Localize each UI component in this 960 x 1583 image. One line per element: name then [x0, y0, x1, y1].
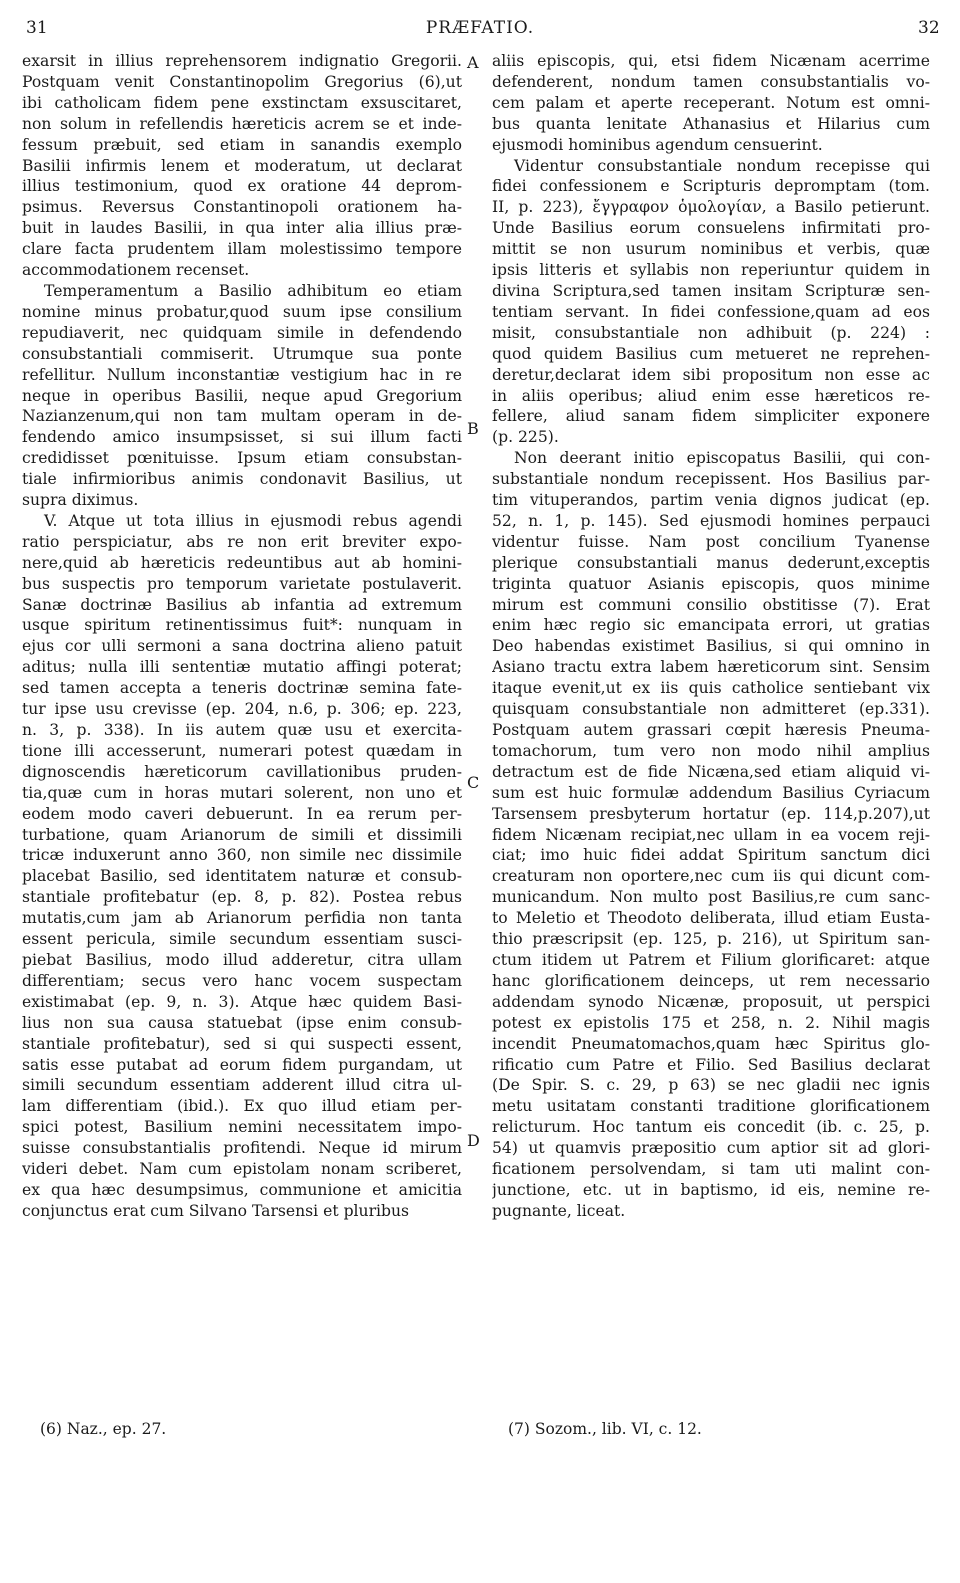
text-line: tur ipse usu crevisse (ep. 204, n.6, p. 306; ep. 223, [22, 700, 462, 719]
text-line: neque in operibus Basilii, neque apud Gregorium [22, 386, 462, 405]
text-line: sum est huic formulæ addendum Basilius Cyriacum [492, 783, 930, 802]
text-line: Non deerant initio episcopatus Basilii, qui con- [514, 449, 930, 468]
text-line: cem palam et aperte receperant. Notum est omni- [492, 93, 930, 112]
text-line: tim vituperandos, partim venia dignos judicat (ep. [492, 491, 930, 510]
text-line: differentiam; secus vero hanc vocem suspectam [22, 971, 462, 990]
text-line: ratio perspiciatur, abs re non erit breviter expo- [22, 532, 462, 551]
text-line: relicturum. Hoc tantum eis concedit (ib. c. 25, p. [492, 1118, 930, 1137]
text-line: pugnante, liceat. [492, 1201, 626, 1220]
text-line: ibi catholicam fidem pene exstinctam exsuscitaret, [22, 93, 462, 112]
text-line: refellitur. Nullum inconstantiæ vestigium hac in re [22, 365, 462, 384]
running-title: PRÆFATIO. [425, 18, 535, 38]
text-line: repudiaverit, nec quidquam simile in defendendo [22, 323, 462, 342]
text-line: quisquam consubstantiale non admitteret (ep.331). [492, 700, 930, 719]
text-line: (De Spir. S. c. 29, p 63) se nec gladii nec ignis [492, 1076, 930, 1095]
left-column [22, 51, 462, 1222]
text-line: enim hæc regio sic emancipata errori, ut gratias [492, 616, 930, 635]
text-line: Postquam venit Constantinopolim Gregorius (6),ut [22, 72, 462, 91]
text-line: videntur fuisse. Nam post concilium Tyanense [492, 532, 930, 551]
text-line: mutatis,cum jam ab Arianorum perfidia non tanta [22, 909, 462, 928]
text-line: substantiale nondum recepissent. Hos Basilius par- [492, 470, 930, 489]
text-line: tia,quæ cum in horas mutari solerent, non uno et [22, 783, 462, 802]
text-line: aditus; nulla illi sententiæ mutatio affingi poterat; [22, 658, 462, 677]
text-line: n. 3, p. 338). In iis autem quæ usu et exercita- [22, 721, 462, 739]
text-line: nomine minus probatur,quod suum ipse consilium [22, 302, 462, 321]
text-line: stantiale profitebatur), sed si qui suspecti essent, [22, 1034, 462, 1053]
text-line: placebat Basilio, sed identitatem naturæ et consub- [22, 867, 462, 886]
text-line: hanc glorificationem deinceps, ut rem necessario [492, 971, 930, 990]
text-line: tione illi accesserunt, numerari potest quædam in [22, 741, 462, 760]
text-line: non solum in refellendis hæreticis acrem se et inde- [22, 114, 462, 133]
margin-letter-d: D [467, 1131, 480, 1150]
text-line: rificatio cum Patre et Filio. Sed Basilius declarat [492, 1055, 930, 1074]
text-line: to Meletio et Theodoto deliberata, illud etiam Eusta- [492, 909, 930, 928]
text-line: (p. 225). [492, 428, 559, 447]
text-line: lius non sua causa statuebat (ipse enim consub- [22, 1013, 462, 1032]
footnote-6: (6) Naz., ep. 27. [40, 1420, 167, 1438]
text-line: Videntur consubstantiale nondum recepisse qui [514, 156, 930, 175]
text-line: addendam synodo Nicænæ, proposuit, ut perspici [492, 992, 930, 1011]
text-line: mirum est communi consilio obstitisse (7). Erat [492, 595, 930, 614]
text-line: Tarsensem presbyterum hortatur (ep. 114,p.207),ut [492, 804, 930, 823]
text-line: credidisset pœnituisse. Ipsum etiam consubstan- [22, 449, 462, 468]
text-line: turbatione, quam Arianorum de simili et dissimili [22, 825, 462, 844]
text-line: Basilii infirmis lenem et moderatum, ut declarat [22, 156, 462, 175]
text-line: municandum. Non multo post Basilius,re cum sanc- [492, 888, 930, 907]
text-line: Temperamentum a Basilio adhibitum eo etiam [44, 281, 462, 300]
text-line: supra diximus. [22, 491, 139, 510]
text-line: Deo habendas existimet Basilius, si qui omnino in [492, 637, 930, 656]
text-line: ctum itidem ut Patrem et Filium glorificaret: atque [492, 950, 930, 969]
text-line: ipsis litteris et syllabis non reperiuntur quidem in [492, 261, 930, 280]
text-line: triginta quatuor Asianis episcopis, quos minime [492, 574, 930, 593]
text-line: quod quidem Basilius cum metueret ne reprehen- [492, 344, 930, 363]
text-line: fidem Nicænam recipiat,nec ullam in ea vocem reji- [492, 825, 930, 844]
text-line: lam differentiam (ibid.). Ex quo illud etiam per- [22, 1097, 462, 1116]
text-line: simili secundum essentiam adderent illud citra ul- [22, 1076, 462, 1095]
text-line: videri debet. Nam cum epistolam nonam scriberet, [22, 1160, 462, 1179]
margin-letter-b: B [467, 419, 479, 438]
text-line: illius testimonium, quod ex oratione 44 deprom- [22, 177, 462, 196]
text-line: tomachorum, tum vero non modo nihil amplius [492, 741, 930, 760]
text-line: Sanæ doctrinæ Basilius ab infantia ad extremum [22, 595, 462, 614]
text-line: mittit se non usurum nominibus et verbis, quæ [492, 240, 930, 259]
text-line: dignoscendis hæreticorum cavillationibus pruden- [22, 762, 462, 781]
text-line: thio præscripsit (ep. 125, p. 216), ut Spiritum san- [492, 930, 930, 949]
text-line: 52, n. 1, p. 145). Sed ejusmodi homines perpauci [492, 511, 930, 530]
text-line: Unde Basilius eorum consuelens infirmitati pro- [492, 219, 930, 238]
text-line: suisse consubstantialis profitendi. Neque id mirum [22, 1139, 462, 1158]
margin-letter-a: A [467, 53, 479, 72]
text-line: V. Atque ut tota illius in ejusmodi rebus agendi [44, 511, 462, 530]
text-line: Postquam autem grassari cœpit hæresis Pneuma- [492, 721, 930, 739]
text-line: ex qua hæc desumpsimus, communione et amicitia [22, 1180, 462, 1199]
text-line: in aliis operibus; aliud enim esse hæreticos re- [492, 386, 930, 405]
text-line: accommodationem recenset. [22, 261, 250, 280]
text-line: nere,quid ab hæreticis redeuntibus aut ab homini- [22, 553, 462, 572]
text-line: essent pericula, simile secundum essentiam susci- [22, 930, 462, 949]
text-line: potest ex epistolis 175 et 258, n. 2. Nihil magis [492, 1013, 930, 1032]
text-line: fellere, aliud sanam fidem simpliciter exponere [492, 407, 930, 426]
text-line: satis esse putabat ad eorum fidem purgandam, ut [22, 1055, 462, 1074]
text-line: existimabat (ep. 9, n. 3). Atque hæc quidem Basi- [22, 992, 462, 1011]
text-line: defenderent, nondum tamen consubstantialis vo- [492, 72, 930, 91]
text-line: aliis episcopis, qui, etsi fidem Nicænam acerrime [492, 52, 930, 70]
text-line: tentiam servant. In fidei confessione,quam ad eos [492, 302, 930, 321]
text-line: ciat; imo huic fidei addat Spiritum sanctum dici [492, 846, 930, 865]
text-line: junctione, etc. ut in baptismo, id eis, nemine re- [492, 1180, 930, 1199]
text-line: ficationem persolvendam, si tam uti malint con- [492, 1160, 930, 1179]
text-line: plerique consubstantiali manus dederunt,exceptis [492, 553, 930, 572]
text-line: tricæ induxerunt anno 360, non simile nec dissimile [22, 846, 462, 865]
text-line: sed tamen accepta a teneris doctrinæ semina fate- [22, 679, 462, 698]
text-line: deretur,declarat idem sibi propositum non esse ac [492, 365, 930, 384]
text-line: fendendo amico insumpsisset, si sui illum facti [22, 428, 462, 447]
text-line: ejus cor ulli sermoni a sana doctrina alieno patuit [22, 637, 462, 656]
text-line: psimus. Reversus Constantinopoli orationem ha- [22, 198, 462, 217]
text-line: incendit Pneumatomachos,quam hæc Spiritus glo- [492, 1034, 930, 1053]
page-number-right: 32 [918, 18, 940, 38]
text-line: buit in laudes Basilii, in qua inter alia illius præ- [22, 219, 462, 238]
text-line: tiale infirmioribus animis condonavit Basilius, ut [22, 470, 462, 489]
margin-letter-c: C [467, 773, 480, 792]
text-line: usque spiritum retinentissimus fuit*: nunquam in [22, 616, 462, 635]
text-line: clare facta prudentem illam molestissimo tempore [22, 240, 462, 259]
text-line: Nazianzenum,qui non tam multam operam in de- [22, 407, 462, 426]
text-line: ejusmodi hominibus agendum censuerint. [492, 135, 823, 154]
text-line: spici potest, Basilium nemini necessitatem impo- [22, 1118, 462, 1137]
text-line: stantiale profitebatur (ep. 8, p. 82). Postea rebus [22, 888, 462, 907]
text-line: bus quanta lenitate Athanasius et Hilarius cum [492, 114, 930, 133]
text-line: exarsit in illius reprehensorem indignatio Gregorii. [22, 52, 462, 70]
text-line: itaque evenit,ut ex iis quis catholice sentiebant vix [492, 679, 930, 698]
text-line: eodem modo caveri debuerunt. In ea rerum per- [22, 804, 462, 823]
text-line: creaturam non oportere,nec cum iis qui dicunt com- [492, 867, 930, 886]
text-line: metu usitatam constanti traditione glorificationem [492, 1097, 930, 1116]
page-number-left: 31 [26, 18, 48, 38]
text-line: fessum præbuit, sed etiam in sanandis exemplo [22, 135, 462, 154]
text-line: Asiano tractu extra labem hæreticorum sint. Sensim [492, 658, 930, 677]
text-line: 54) ut quamvis præpositio cum aptior sit ad glori- [492, 1139, 930, 1158]
footnote-7: (7) Sozom., lib. VI, c. 12. [508, 1420, 702, 1438]
text-line: bus suspectis pro temporum varietate postulaverit. [22, 574, 462, 593]
text-line: fidei confessionem e Scripturis depromptam (tom. [492, 177, 930, 196]
text-line: conjunctus erat cum Silvano Tarsensi et pluribus [22, 1201, 410, 1220]
right-column [492, 51, 930, 1222]
text-line: piebat Basilius, modo illud adderetur, citra ullam [22, 950, 462, 969]
text-line: divina Scriptura,sed tamen insitam Scripturæ sen- [492, 281, 930, 300]
text-line: II, p. 223), ἔγγραφον ὁμολογίαν, a Basilo petierunt. [492, 198, 930, 217]
text-line: misit, consubstantiale non adhibuit (p. 224) : [492, 323, 930, 342]
text-line: consubstantiali commiserit. Utrumque sua ponte [22, 344, 462, 363]
text-line: detractum est de fide Nicæna,sed etiam aliquid vi- [492, 762, 930, 781]
